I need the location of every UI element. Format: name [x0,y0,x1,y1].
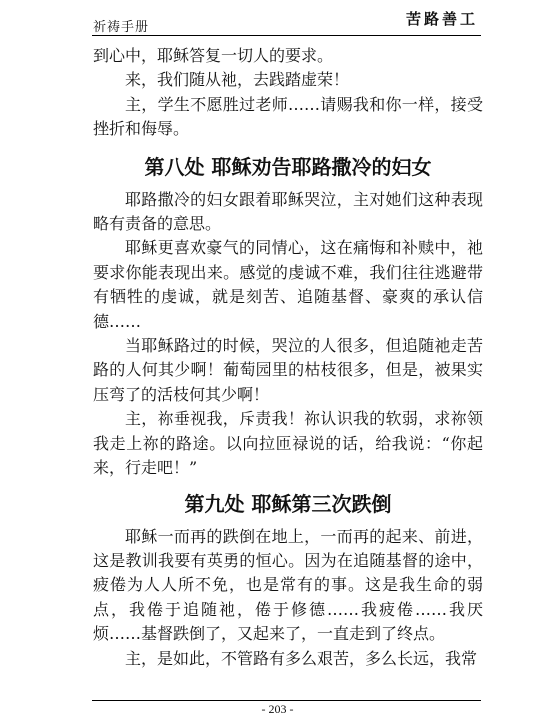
paragraph: 主，祢垂视我，斥责我！祢认识我的软弱，求祢领我走上祢的路途。以向拉匝禄说的话，给我说：“你起来，行走吧！” [93,409,483,478]
section-heading-station-9: 第九处 耶稣第三次跌倒 [184,491,392,516]
header-logo: 苦路善工 [405,10,478,28]
footer-divider [92,700,481,701]
page-body [93,44,483,671]
paragraph: 当耶稣路过的时候，哭泣的人很多，但追随祂走苦路的人何其少啊！葡萄园里的枯枝很多，但是，被果实压弯了的活枝何其少啊！ [93,336,483,404]
section-heading-station-8: 第八处 耶稣劝告耶路撒冷的妇女 [144,154,432,179]
running-header-title: 祈祷手册 [93,20,150,35]
paragraph: 耶稣一而再的跌倒在地上，一而再的起来、前进，这是教训我要有英勇的恒心。因为在追随基督的途中，疲倦为人人所不免，也是常有的事。这是我生命的弱点，我倦于追随祂，倦于修德……我疲倦……我厌烦……基督跌倒了，又起来了，一直走到了终点。 [93,526,483,644]
paragraph: 来，我们随从祂，去践踏虚荣！ [125,70,350,90]
paragraph: 耶路撒冷的妇女跟着耶稣哭泣，主对她们这种表现略有责备的意思。 [93,189,483,234]
paragraph: 到心中，耶稣答复一切人的要求。 [93,46,334,65]
header-divider [92,35,481,36]
page-number: - 203 - [261,702,294,716]
paragraph: 主，是如此，不管路有多么艰苦，多么长远，我常 [125,648,478,668]
paragraph: 耶稣更喜欢豪气的同情心，这在痛悔和补赎中，祂要求你能表现出来。感觉的虔诚不难，我们往往逃避带有牺牲的虔诚，就是刻苦、追随基督、豪爽的承认信德…… [93,238,483,331]
paragraph: 主，学生不愿胜过老师……请赐我和你一样，接受挫折和侮辱。 [93,94,483,139]
